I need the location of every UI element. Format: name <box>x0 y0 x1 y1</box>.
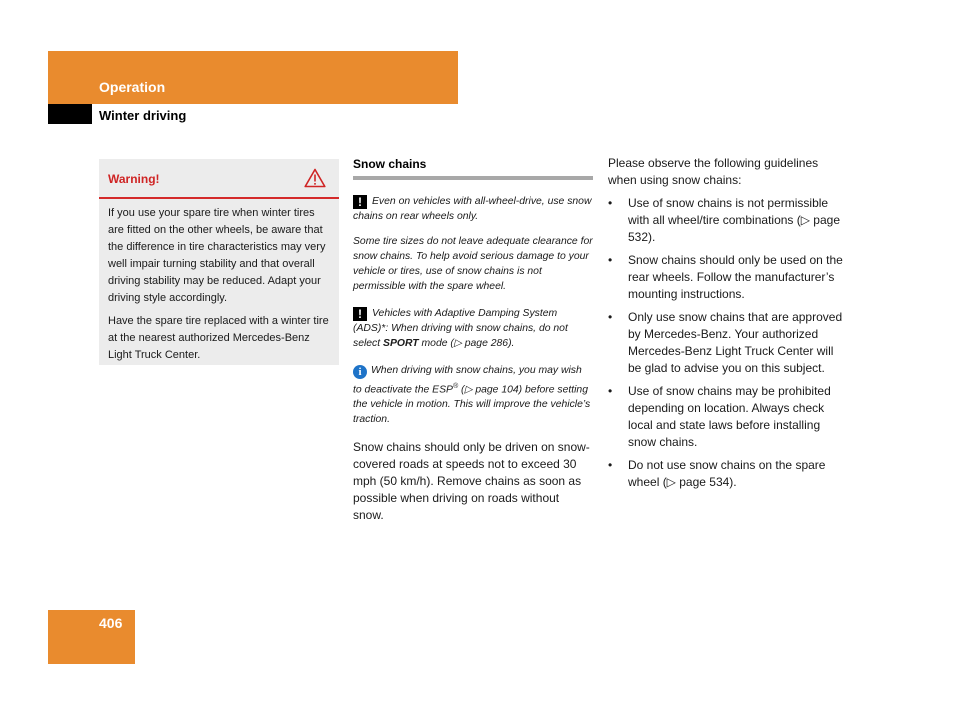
header-bar <box>48 51 458 104</box>
caution-note-text: Even on vehicles with all-wheel-drive, use snow chains on rear wheels only. <box>353 196 592 222</box>
list-item: • Snow chains should only be used on the rear wheels. Follow the manufacturer’s mounting instructions. <box>608 252 848 303</box>
list-item: • Use of snow chains may be prohibited depending on location. Always check local and state laws before installing snow chains. <box>608 383 848 451</box>
guidelines-list <box>608 195 848 491</box>
section-marker <box>48 104 92 124</box>
ads-note-text-a: Vehicles with Adaptive Damping System (ADS)*: When driving with snow chains, do not select <box>353 308 568 349</box>
exclamation-icon: ! <box>353 307 367 321</box>
info-note <box>353 363 593 427</box>
warning-label: Warning! <box>108 172 160 186</box>
caution-note <box>353 194 593 224</box>
info-note-text-a: When driving with snow chains, you may wish to deactivate the ESP <box>353 365 582 396</box>
snow-chains-column <box>353 157 593 524</box>
snow-chains-body: Snow chains should only be driven on snow-covered roads at speeds not to exceed 30 mph (50 km/h). Remove chains as soon as possible when driving on roads without snow. <box>353 440 590 523</box>
page-number: 406 <box>99 615 123 631</box>
section-title: Operation <box>99 79 166 95</box>
warning-header <box>99 159 339 199</box>
list-item: • Use of snow chains is not permissible with all wheel/tire combinations (▷ page 532). <box>608 195 848 246</box>
caution-note-continued: Some tire sizes do not leave adequate clearance for snow chains. To help avoid serious damage to your vehicle or tires, use of snow chains is not permissible with the spare wheel. <box>353 236 593 292</box>
warning-box <box>99 159 339 365</box>
list-item: • Only use snow chains that are approved by Mercedes-Benz. Your authorized Mercedes-Benz Light Truck Center will be glad to advise you on this subject. <box>608 309 848 377</box>
info-icon: i <box>353 365 367 379</box>
exclamation-icon: ! <box>353 195 367 209</box>
guidelines-intro: Please observe the following guidelines when using snow chains: <box>608 156 819 187</box>
list-item: • Do not use snow chains on the spare wheel (▷ page 534). <box>608 457 848 491</box>
subsection-title: Winter driving <box>99 108 187 123</box>
warning-paragraph: If you use your spare tire when winter tires are fitted on the other wheels, be aware that the difference in tire characteristics may very well impair turning stability and that overall driving stability may be reduced. Adapt your driving style accordingly. <box>108 207 326 304</box>
guidelines-column <box>608 155 848 491</box>
warning-paragraph: Have the spare tire replaced with a winter tire at the nearest authorized Mercedes-Benz Light Truck Center. <box>108 315 329 361</box>
ads-note-text-b: mode (▷ page 286). <box>418 338 515 349</box>
snow-chains-heading: Snow chains <box>353 157 593 180</box>
registered-mark: ® <box>452 383 459 390</box>
info-note-text-b: (▷ page 104) before setting the vehicle in motion. This will improve the vehicle’s traction. <box>353 384 591 426</box>
ads-note <box>353 306 593 351</box>
warning-triangle-icon <box>304 168 326 188</box>
sport-mode-label: SPORT <box>383 338 419 349</box>
warning-body <box>99 199 339 364</box>
